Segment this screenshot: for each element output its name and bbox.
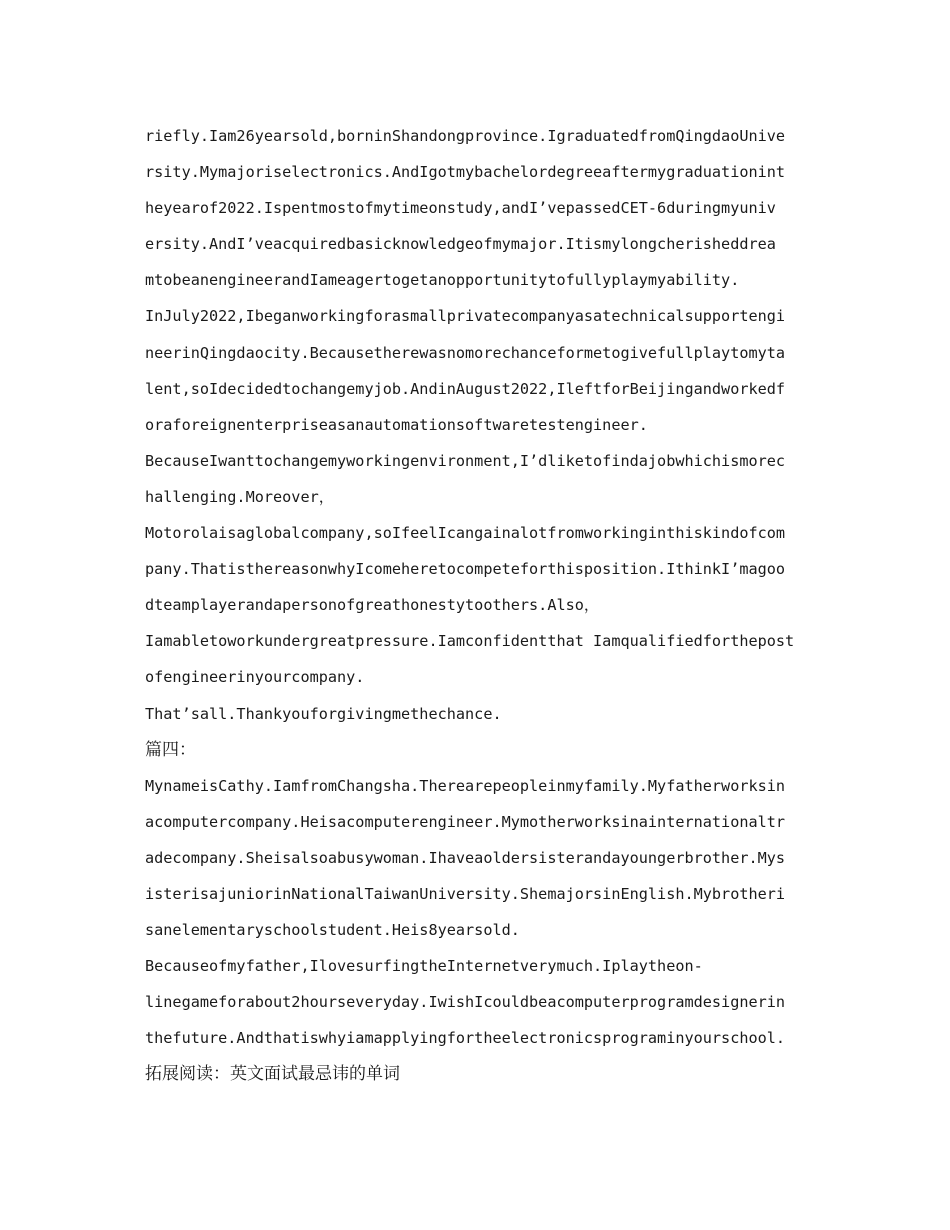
text-line: ersity.AndI’veacquiredbasicknowledgeofmymajor.Itismylongcherisheddrea bbox=[145, 235, 776, 254]
extended-reading-heading: 拓展阅读：英文面试最忌讳的单词 bbox=[145, 1064, 400, 1085]
text-line: acomputercompany.Heisacomputerengineer.Mymotherworksinainternationaltr bbox=[145, 812, 786, 831]
text-line: sanelementaryschoolstudent.Heis8yearsold. bbox=[145, 921, 520, 940]
text-line: mtobeanengineerandIameagertogetanopportunitytofullyplaymyability. bbox=[145, 271, 740, 290]
text-line: Motorolaisaglobalcompany,soIfeelIcangainalotfromworkinginthiskindofcom bbox=[145, 524, 786, 543]
text-line: neerinQingdaocity.Becausetherewasnomorechanceformetogivefullplaytomyta bbox=[145, 343, 786, 362]
text-line: adecompany.Sheisalsoabusywoman.Ihaveaoldersisterandayoungerbrother.Mys bbox=[145, 848, 786, 867]
text-line: InJuly2022,Ibeganworkingforasmallprivatecompanyasatechnicalsupportengi bbox=[145, 307, 786, 326]
text-line: linegameforabout2hourseveryday.IwishIcouldbeacomputerprogramdesignerin bbox=[145, 993, 786, 1012]
text-line: thefuture.Andthatiswhyiamapplyingfortheelectronicsprograminyourschool. bbox=[145, 1029, 786, 1048]
text-line: heyearof2022.Ispentmostofmytimeonstudy,andI’vepassedCET-6duringmyuniv bbox=[145, 199, 776, 218]
text-line: rsity.Mymajoriselectronics.AndIgotmybachelordegreeaftermygraduationint bbox=[145, 163, 786, 182]
text-line: isterisajuniorinNationalTaiwanUniversity.ShemajorsinEnglish.Mybrotheri bbox=[145, 884, 786, 903]
document-body bbox=[145, 118, 805, 1093]
text-line: MynameisCathy.IamfromChangsha.Therearepeopleinmyfamily.Myfatherworksin bbox=[145, 776, 786, 795]
text-line: ofengineerinyourcompany. bbox=[145, 668, 365, 687]
text-line: That’sall.Thankyouforgivingmethechance. bbox=[145, 704, 502, 723]
text-line: pany.ThatisthereasonwhyIcomeheretocompeteforthisposition.IthinkI’magoo bbox=[145, 560, 786, 579]
text-line: hallenging.Moreover， bbox=[145, 487, 334, 506]
text-line: oraforeignenterpriseasanautomationsoftwaretestengineer. bbox=[145, 415, 648, 434]
text-line: Becauseofmyfather,IlovesurfingtheInternetverymuch.Iplaytheon- bbox=[145, 957, 703, 976]
section-heading: 篇四： bbox=[145, 739, 196, 760]
text-line: lent,soIdecidedtochangemyjob.AndinAugust2022,IleftforBeijingandworkedf bbox=[145, 379, 786, 398]
text-line: riefly.Iam26yearsold,borninShandongprovince.IgraduatedfromQingdaoUnive bbox=[145, 127, 786, 145]
text-line: BecauseIwanttochangemyworkingenvironment,I’dliketofindajobwhichismorec bbox=[145, 451, 786, 470]
text-line: Iamabletoworkundergreatpressure.Iamconfidentthat Iamqualifiedforthepost bbox=[145, 632, 795, 651]
text-line: dteamplayerandapersonofgreathonestytoothers.Also， bbox=[145, 596, 600, 615]
